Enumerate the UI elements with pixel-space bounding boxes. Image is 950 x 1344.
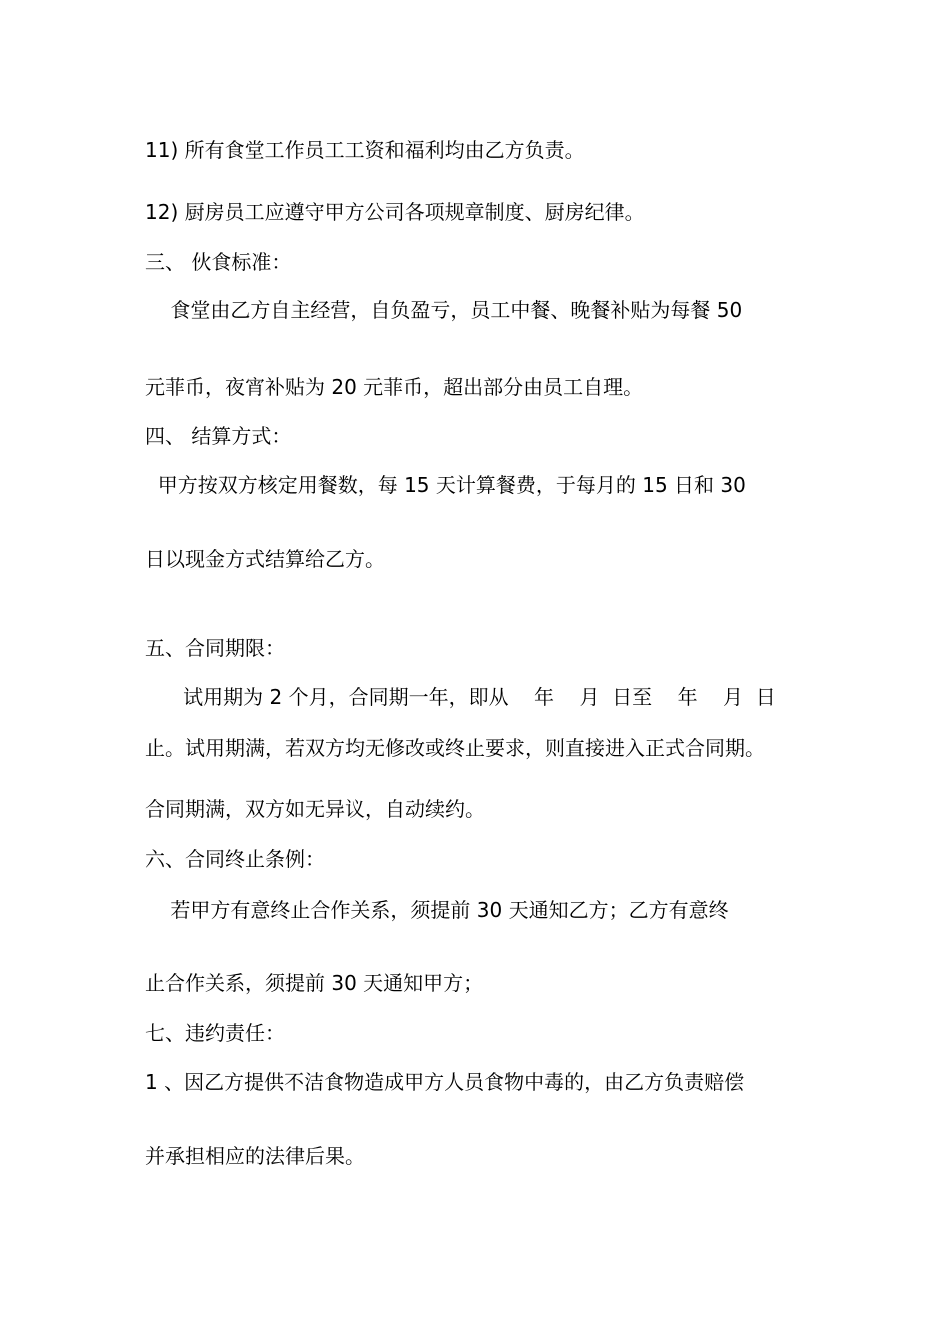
section-6-heading: 六、合同终止条例：: [145, 847, 325, 871]
section-7-text-line-2: 并承担相应的法律后果。: [145, 1144, 365, 1168]
section-3-text-line-2: 元菲币，夜宵补贴为 20 元菲币，超出部分由员工自理。: [145, 375, 644, 399]
section-5-text-line-1: 试用期为 2 个月，合同期一年，即从 年 月 日至 年 月 日: [145, 685, 776, 709]
section-4-heading: 四、 结算方式：: [145, 424, 292, 448]
section-7-text-line-1: 1 、因乙方提供不洁食物造成甲方人员食物中毒的，由乙方负责赔偿: [145, 1070, 745, 1094]
clause-12: 12) 厨房员工应遵守甲方公司各项规章制度、厨房纪律。: [145, 200, 645, 224]
section-6-text-line-2: 止合作关系，须提前 30 天通知甲方；: [145, 971, 484, 995]
clause-11: 11) 所有食堂工作员工工资和福利均由乙方负责。: [145, 138, 585, 162]
section-5-text-line-2: 止。试用期满，若双方均无修改或终止要求，则直接进入正式合同期。: [145, 736, 765, 760]
section-6-text-line-1: 若甲方有意终止合作关系，须提前 30 天通知乙方；乙方有意终: [145, 898, 729, 922]
section-3-heading: 三、 伙食标准：: [145, 250, 292, 274]
section-5-heading: 五、合同期限：: [145, 636, 285, 660]
section-3-text-line-1: 食堂由乙方自主经营，自负盈亏，员工中餐、晚餐补贴为每餐 50: [145, 298, 743, 322]
section-4-text-line-2: 日以现金方式结算给乙方。: [145, 547, 385, 571]
section-4-text-line-1: 甲方按双方核定用餐数，每 15 天计算餐费，于每月的 15 日和 30: [145, 473, 746, 497]
section-5-text-line-3: 合同期满，双方如无异议，自动续约。: [145, 797, 485, 821]
section-7-heading: 七、违约责任：: [145, 1021, 285, 1045]
